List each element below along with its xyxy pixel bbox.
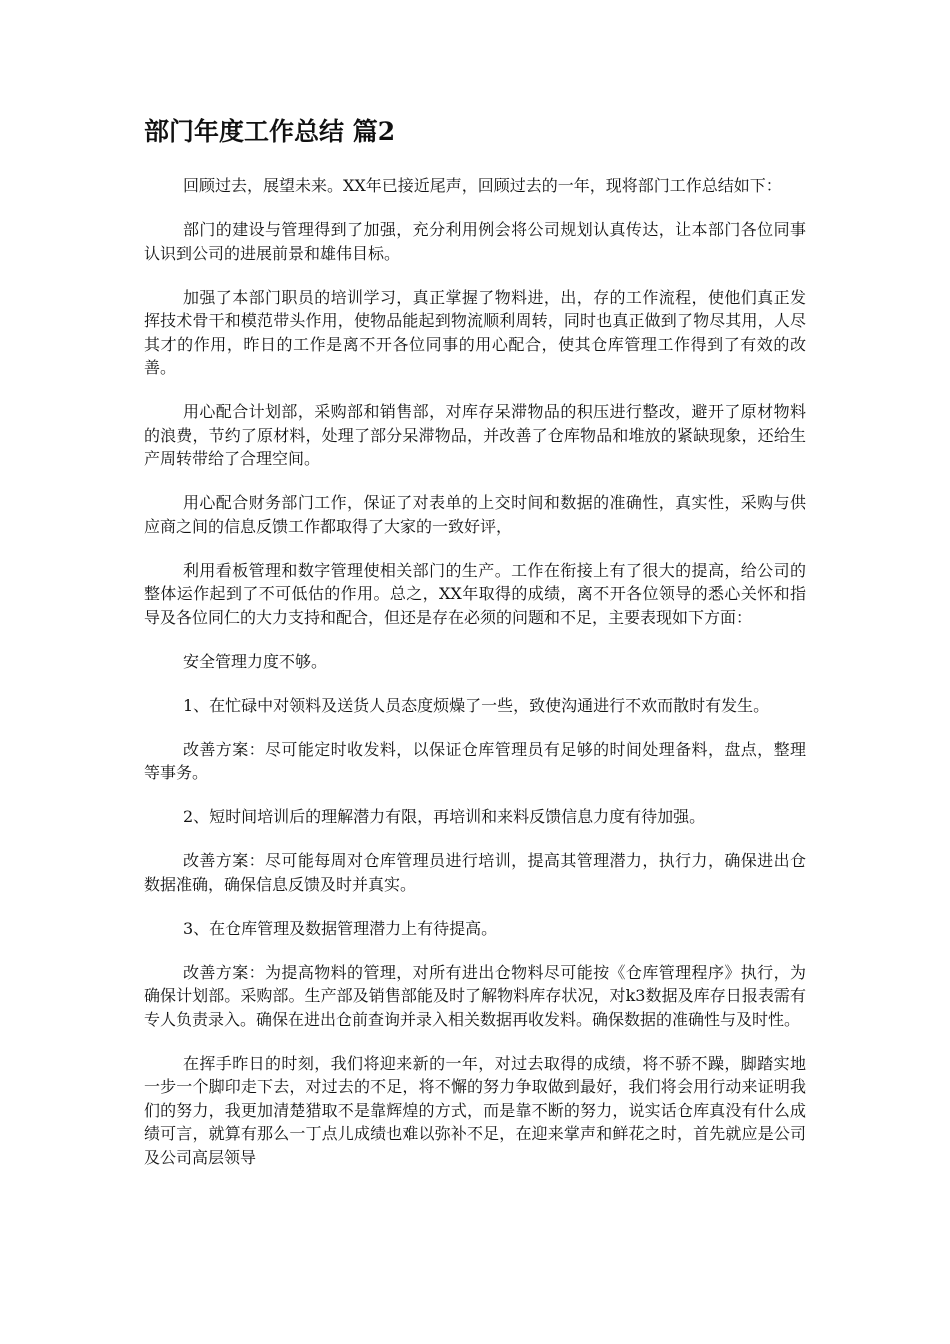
paragraph-kanban-management: 利用看板管理和数字管理使相关部门的生产。工作在衔接上有了很大的提高，给公司的整体运作起到了不可低估的作用。总之，XX年取得的成绩，离不开各位领导的悉心关怀和指导及各位同仁的大力支持和配合，但还是存在必须的问题和不足，主要表现如下方面： — [144, 560, 806, 627]
paragraph-safety-management: 安全管理力度不够。 — [183, 651, 328, 671]
paragraph-finance-cooperation: 用心配合财务部门工作，保证了对表单的上交时间和数据的准确性，真实性，采购与供应商之间的信息反馈工作都取得了大家的一致好评， — [144, 493, 806, 536]
paragraph-staff-training: 加强了本部门职员的培训学习，真正掌握了物料进，出，存的工作流程，使他们真正发挥技术骨干和模范带头作用，使物品能起到物流顺利周转，同时也真正做到了物尽其用，人尽其才的作用，昨日的工作是离不开各位同事的用心配合，使其仓库管理工作得到了有效的改善。 — [144, 287, 806, 377]
paragraph-conclusion: 在挥手昨日的时刻，我们将迎来新的一年，对过去取得的成绩，将不骄不躁，脚踏实地一步一个脚印走下去，对过去的不足，将不懈的努力争取做到最好，我们将会用行动来证明我们的努力，我更加清楚猎取不是靠辉煌的方式，而是靠不断的努力，说实话仓库真没有什么成绩可言，就算有那么一丁点儿成绩也难以弥补不足，在迎来掌声和鲜花之时，首先就应是公司及公司高层领导 — [144, 1053, 806, 1167]
paragraph-issue-1: 1、在忙碌中对领料及送货人员态度烦燥了一些，致使沟通进行不欢而散时有发生。 — [183, 695, 770, 715]
document-title: 部门年度工作总结 篇2 — [144, 117, 396, 146]
paragraph-planning-cooperation: 用心配合计划部，采购部和销售部，对库存呆滞物品的积压进行整改，避开了原材物料的浪费，节约了原材料，处理了部分呆滞物品，并改善了仓库物品和堆放的紧缺现象，还给生产周转带给了合理空间。 — [144, 402, 806, 468]
paragraph-issue-2: 2、短时间培训后的理解潜力有限，再培训和来料反馈信息力度有待加强。 — [183, 807, 706, 826]
paragraph-improvement-2: 改善方案：尽可能每周对仓库管理员进行培训，提高其管理潜力，执行力，确保进出仓数据准确，确保信息反馈及时并真实。 — [144, 851, 806, 894]
paragraph-intro: 回顾过去，展望未来。XX年已接近尾声，回顾过去的一年，现将部门工作总结如下： — [183, 176, 782, 195]
paragraph-improvement-1: 改善方案：尽可能定时收发料，以保证仓库管理员有足够的时间处理备料，盘点，整理等事务。 — [144, 739, 806, 782]
paragraph-department-building: 部门的建设与管理得到了加强，充分利用例会将公司规划认真传达，让本部门各位同事认识到公司的进展前景和雄伟目标。 — [144, 220, 806, 263]
paragraph-issue-3: 3、在仓库管理及数据管理潜力上有待提高。 — [183, 918, 498, 938]
paragraph-improvement-3: 改善方案：为提高物料的管理，对所有进出仓物料尽可能按《仓库管理程序》执行，为确保计划部。采购部。生产部及销售部能及时了解物料库存状况，对k3数据及库存日报表需有专人负责录入。确保在进出仓前查询并录入相关数据再收发料。确保数据的准确性与及时性。 — [144, 962, 806, 1029]
document-page — [144, 112, 806, 1190]
